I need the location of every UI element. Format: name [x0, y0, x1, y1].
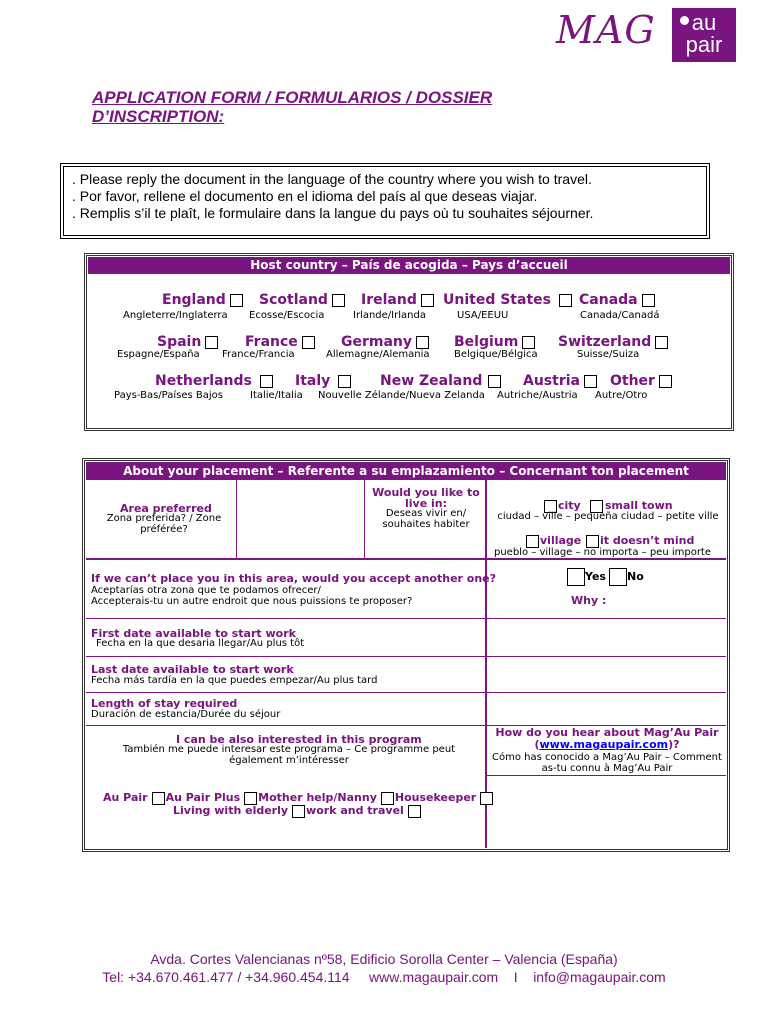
instruction-fr: . Remplis s’il te plaît, le formulaire dans la langue du pays où tu souhaites séjourner.	[72, 205, 594, 221]
first-date-input[interactable]	[488, 620, 724, 655]
area-preferred-sub: Zona preferida? / Zone préférée?	[106, 513, 222, 535]
checkbox-netherlands[interactable]	[260, 375, 273, 388]
program-interest-label: I can be also interested in this program	[176, 733, 422, 746]
program-au-pair: Au Pair	[103, 791, 148, 804]
program-interest-sub: También me puede interesar este programa – Ce programme peut également m’intéresser	[122, 744, 456, 766]
country-france: France	[245, 334, 315, 350]
host-country-header: Host country – País de acogida – Pays d’accueil	[88, 257, 730, 274]
logo-au: au	[691, 10, 717, 35]
page-title	[92, 88, 492, 126]
country-netherlands: Netherlands	[155, 373, 273, 389]
placement-header: About your placement – Referente a su emplazamiento – Concernant ton placement	[86, 462, 726, 480]
checkbox-yes[interactable]	[567, 568, 585, 586]
checkbox-au-pair-plus[interactable]	[244, 792, 257, 805]
first-date-label: First date available to start work	[91, 627, 296, 640]
village-option: village	[526, 534, 581, 548]
checkbox-germany[interactable]	[416, 336, 429, 349]
checkbox-work-travel[interactable]	[408, 805, 421, 818]
country-england: England	[162, 292, 243, 308]
program-au-pair-plus: Au Pair Plus	[165, 791, 241, 804]
country-austria: Austria	[523, 373, 597, 389]
checkbox-village[interactable]	[526, 535, 539, 548]
length-of-stay-input[interactable]	[488, 694, 724, 724]
instructions-box	[60, 163, 710, 239]
sub-france: France/Francia	[222, 349, 295, 360]
checkbox-housekeeper[interactable]	[480, 792, 493, 805]
length-of-stay-label: Length of stay required	[91, 697, 238, 710]
country-switzerland: Switzerland	[558, 334, 668, 350]
title-line-2: D’INSCRIPTION:	[92, 107, 225, 126]
checkbox-spain[interactable]	[205, 336, 218, 349]
country-ireland: Ireland	[361, 292, 434, 308]
other-area-question: If we can’t place you in this area, would you accept another one?	[91, 572, 497, 585]
country-other: Other	[610, 373, 672, 389]
other-area-sub-es: Aceptarías otra zona que te podamos ofrecer/	[91, 585, 321, 596]
other-area-sub-fr: Accepterais-tu un autre endroit que nous puissions te proposer?	[91, 596, 413, 607]
city-option: city	[544, 499, 581, 513]
country-italy: Italy	[295, 373, 351, 389]
sub-new-zealand: Nouvelle Zélande/Nueva Zelanda	[318, 390, 485, 401]
live-in-sub: Deseas vivir en/ souhaites habiter	[382, 508, 470, 530]
city-sub: ciudad – ville – pequeña ciudad – petite ville	[497, 511, 719, 522]
sub-england: Angleterre/Inglaterra	[123, 310, 228, 321]
program-work-travel: work and travel	[306, 804, 404, 817]
checkbox-no[interactable]	[609, 568, 627, 586]
program-living-elderly: Living with elderly	[173, 804, 289, 817]
grid-divider	[86, 618, 726, 619]
live-in-label: Would you like to live in:	[372, 486, 480, 510]
sub-ireland: Irlande/Irlanda	[353, 310, 426, 321]
checkbox-au-pair[interactable]	[152, 792, 165, 805]
hear-about-input[interactable]	[488, 777, 724, 847]
village-sub: pueblo – village – no importa – peu importe	[494, 547, 712, 558]
checkbox-belgium[interactable]	[522, 336, 535, 349]
checkbox-mother-help[interactable]	[381, 792, 394, 805]
last-date-label: Last date available to start work	[91, 663, 294, 676]
hear-about-sub: Cómo has conocido a Mag’Au Pair – Comment as-tu connu à Mag’Au Pair	[492, 752, 722, 774]
no-option: No	[609, 568, 644, 586]
yes-option: Yes	[567, 568, 606, 586]
why-label: Why :	[571, 594, 607, 607]
footer-contact: Tel: +34.670.461.477 / +34.960.454.114 www.magaupair.com I info@magaupair.com	[102, 969, 666, 985]
country-belgium: Belgium	[454, 334, 535, 350]
logo-dot	[680, 16, 689, 25]
footer-address: Avda. Cortes Valencianas nº58, Edificio Sorolla Center – Valencia (España)	[150, 951, 618, 967]
sub-belgium: Belgique/Bélgica	[454, 349, 538, 360]
programs-line-2	[173, 804, 421, 818]
sub-austria: Autriche/Austria	[497, 390, 578, 401]
area-preferred-input[interactable]	[238, 481, 363, 557]
last-date-input[interactable]	[488, 658, 724, 691]
grid-divider	[486, 775, 726, 776]
sub-switzerland: Suisse/Suiza	[577, 349, 640, 360]
area-preferred-label: Area preferred	[120, 502, 212, 515]
checkbox-living-elderly[interactable]	[292, 805, 305, 818]
program-mother-help: Mother help/Nanny	[258, 791, 377, 804]
checkbox-austria[interactable]	[584, 375, 597, 388]
country-new-zealand: New Zealand	[380, 373, 501, 389]
checkbox-united-states[interactable]	[559, 294, 572, 307]
length-of-stay-sub: Duración de estancia/Durée du séjour	[91, 709, 281, 720]
checkbox-other[interactable]	[659, 375, 672, 388]
title-line-1: APPLICATION FORM / FORMULARIOS / DOSSIER	[92, 88, 493, 107]
country-spain: Spain	[157, 334, 218, 350]
logo-pair: pair	[685, 32, 723, 57]
checkbox-no-matter[interactable]	[586, 535, 599, 548]
hear-about-label: How do you hear about Mag’Au Pair (www.magaupair.com)?	[495, 726, 719, 751]
checkbox-france[interactable]	[302, 336, 315, 349]
sub-netherlands: Pays-Bas/Países Bajos	[114, 390, 223, 401]
checkbox-canada[interactable]	[642, 294, 655, 307]
small-town-option: small town	[590, 499, 673, 513]
no-matter-option: it doesn’t mind	[586, 534, 694, 548]
grid-divider	[86, 558, 726, 560]
country-united-states: United States	[443, 292, 572, 308]
sub-italy: Italie/Italia	[250, 390, 303, 401]
programs-line-1	[103, 791, 493, 805]
sub-spain: Espagne/España	[117, 349, 200, 360]
checkbox-scotland[interactable]	[332, 294, 345, 307]
sub-germany: Allemagne/Alemania	[326, 349, 430, 360]
program-housekeeper: Housekeeper	[394, 791, 477, 804]
sub-scotland: Ecosse/Escocia	[249, 310, 325, 321]
last-date-sub: Fecha más tardía en la que puedes empezar/Au plus tard	[91, 675, 378, 686]
country-scotland: Scotland	[259, 292, 345, 308]
checkbox-england[interactable]	[230, 294, 243, 307]
checkbox-ireland[interactable]	[421, 294, 434, 307]
country-canada: Canada	[579, 292, 655, 308]
sub-canada: Canada/Canadá	[580, 310, 660, 321]
sub-other: Autre/Otro	[595, 390, 648, 401]
grid-divider	[236, 480, 237, 558]
grid-divider	[86, 692, 726, 693]
checkbox-italy[interactable]	[338, 375, 351, 388]
checkbox-switzerland[interactable]	[655, 336, 668, 349]
logo-mag-text: MAG	[556, 8, 656, 52]
hear-about-link[interactable]: www.magaupair.com	[539, 738, 669, 751]
checkbox-new-zealand[interactable]	[488, 375, 501, 388]
grid-divider	[86, 656, 726, 657]
grid-divider	[364, 480, 365, 558]
sub-united-states: USA/EEUU	[457, 310, 509, 321]
first-date-sub: Fecha en la que desaria llegar/Au plus tôt	[96, 638, 305, 649]
instruction-es: . Por favor, rellene el documento en el idioma del país al que deseas viajar.	[72, 188, 538, 204]
instruction-en: . Please reply the document in the language of the country where you wish to travel.	[72, 171, 592, 187]
country-germany: Germany	[341, 334, 429, 350]
